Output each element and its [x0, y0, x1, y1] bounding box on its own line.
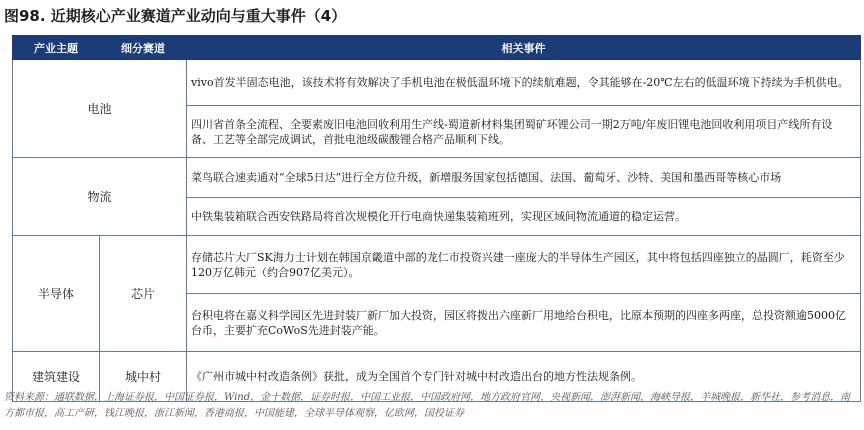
event-cell: 菜鸟联合速卖通对“全球5日达”进行全方位升级，新增服务国家包括德国、法国、葡萄牙、沙特、美国和墨西哥等核心市场	[187, 158, 861, 198]
theme-cell: 建筑建设	[13, 352, 100, 402]
theme-cell: 电池	[13, 60, 187, 158]
event-cell: 存储芯片大厂SK海力士计划在韩国京畿道中部的龙仁市投资兴建一座庞大的半导体生产园区，其中将包括四座独立的晶圆厂，耗资至少120万亿韩元（约合907亿美元）。	[187, 236, 861, 294]
header-segment: 细分赛道	[100, 36, 187, 60]
segment-cell: 城中村	[100, 352, 187, 402]
theme-cell: 物流	[13, 158, 187, 236]
table-row	[13, 158, 861, 198]
event-cell: 台积电将在嘉义科学园区先进封装厂新厂加大投资，园区将拨出六座新厂用地给台积电，比原本预期的四座多两座，总投资额逾5000亿台币，主要扩充CoWoS先进封装产能。	[187, 294, 861, 352]
events-table	[12, 35, 861, 402]
table-row	[13, 236, 861, 294]
event-cell: 中铁集装箱联合西安铁路局将首次规模化开行电商快递集装箱班列，实现区域间物流通道的稳定运营。	[187, 198, 861, 236]
event-cell: vivo首发半固态电池，该技术将有效解决了手机电池在极低温环境下的续航难题，令其能够在-20℃左右的低温环境下持续为手机供电。	[187, 60, 861, 106]
segment-cell: 芯片	[100, 236, 187, 352]
header-theme: 产业主题	[13, 36, 100, 60]
table-row	[13, 60, 861, 106]
figure-title: 图98. 近期核心产业赛道产业动向与重大事件（4）	[4, 7, 347, 25]
table-header-row	[13, 36, 861, 60]
source-note: 资料来源：通联数据，上海证券报，中国证券报，Wind，金十数据，证券时报，中国工业报，中国政府网，地方政府官网，央视新闻，澎湃新闻，海峡导报，羊城晚报，新华社，参考消息，南方都市报，高工产研，钱江晚报，浙江新闻，香港商报，中国能建，全球半导体观察，亿欧网，国投证券	[4, 392, 851, 419]
header-events: 相关事件	[187, 36, 861, 60]
theme-cell: 半导体	[13, 236, 100, 352]
event-cell: 《广州市城中村改造条例》获批，成为全国首个专门针对城中村改造出台的地方性法规条例。	[187, 352, 861, 402]
event-cell: 四川省首条全流程、全要素废旧电池回收利用生产线-蜀道新材料集团蜀矿环锂公司一期2万吨/年废旧锂电池回收利用项目产线所有设备、工艺等全部完成调试，首批电池级碳酸锂合格产品顺利下线。	[187, 106, 861, 158]
